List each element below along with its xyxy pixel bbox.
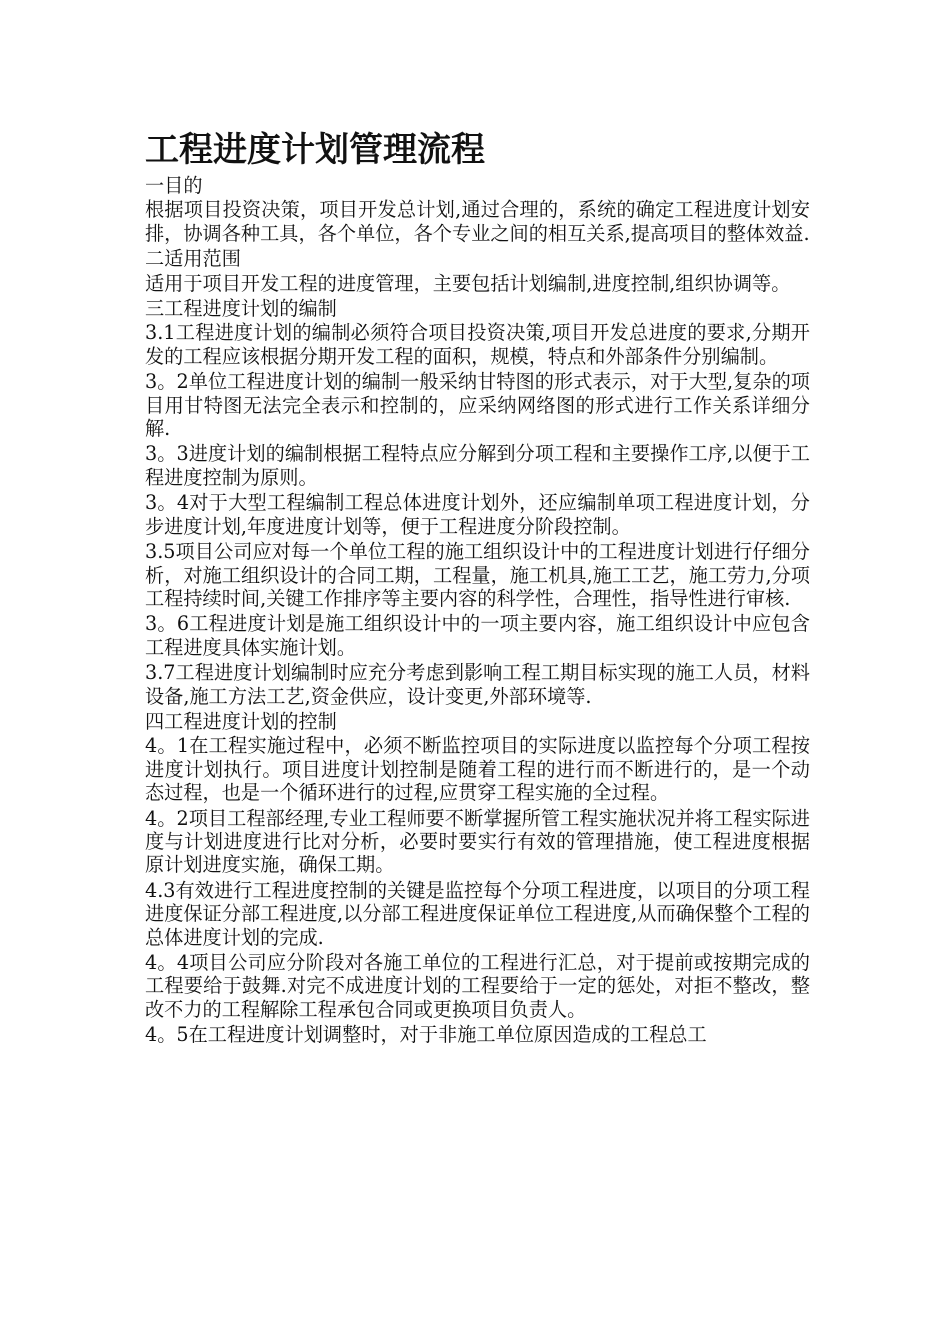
paragraph: 适用于项目开发工程的进度管理，主要包括计划编制,进度控制,组织协调等。 — [145, 271, 791, 295]
paragraph: 4。1在工程实施过程中，必须不断监控项目的实际进度以监控每个分项工程按进度计划执行。项目进度计划控制是随着工程的进行而不断进行的，是一个动态过程，也是一个循环进行的过程,应贯穿工程实施的全过程。 — [145, 734, 810, 805]
section-heading: 二适用范围 — [145, 247, 241, 271]
paragraph: 3.5项目公司应对每一个单位工程的施工组织设计中的工程进度计划进行仔细分析，对施工组织设计的合同工期，工程量，施工机具,施工工艺，施工劳力,分项工程持续时间,关键工作排序等主要内容的科学性，合理性，指导性进行审核. — [145, 540, 810, 610]
section-heading: 四工程进度计划的控制 — [145, 709, 337, 733]
section-heading: 三工程进度计划的编制 — [145, 297, 337, 321]
paragraph: 4.3有效进行工程进度控制的关键是监控每个分项工程进度，以项目的分项工程进度保证分部工程进度,以分部工程进度保证单位工程进度,从而确保整个工程的总体进度计划的完成. — [145, 878, 810, 949]
paragraph: 根据项目投资决策，项目开发总计划,通过合理的，系统的确定工程进度计划安排，协调各种工具，各个单位，各个专业之间的相互关系,提高项目的整体效益. — [145, 198, 810, 245]
paragraph: 4。5在工程进度计划调整时，对于非施工单位原因造成的工程总工 — [145, 1023, 707, 1047]
section-heading: 一目的 — [145, 174, 203, 197]
paragraph: 3。4对于大型工程编制工程总体进度计划外，还应编制单项工程进度计划，分步进度计划,年度进度计划等，便于工程进度分阶段控制。 — [145, 491, 810, 538]
paragraph: 3.7工程进度计划编制时应充分考虑到影响工程工期目标实现的施工人员，材料设备,施工方法工艺,资金供应，设计变更,外部环境等. — [145, 661, 810, 708]
paragraph: 4。4项目公司应分阶段对各施工单位的工程进行汇总，对于提前或按期完成的工程要给于鼓舞.对完不成进度计划的工程要给于一定的惩处，对拒不整改，整改不力的工程解除工程承包合同或更换项目负责人。 — [145, 951, 810, 1021]
paragraph: 3.1工程进度计划的编制必须符合项目投资决策,项目开发总进度的要求,分期开发的工程应该根据分期开发工程的面积，规模，特点和外部条件分别编制。 — [145, 321, 810, 368]
document-title: 工程进度计划管理流程 — [145, 130, 485, 170]
paragraph: 4。2项目工程部经理,专业工程师要不断掌握所管工程实施状况并将工程实际进度与计划进度进行比对分析，必要时要实行有效的管理措施，使工程进度根据原计划进度实施，确保工期。 — [145, 806, 810, 877]
document-body — [145, 174, 810, 1047]
paragraph: 3。6工程进度计划是施工组织设计中的一项主要内容，施工组织设计中应包含工程进度具体实施计划。 — [145, 612, 810, 659]
paragraph: 3。3进度计划的编制根据工程特点应分解到分项工程和主要操作工序,以便于工程进度控制为原则。 — [145, 442, 810, 489]
paragraph: 3。2单位工程进度计划的编制一般采纳甘特图的形式表示，对于大型,复杂的项目用甘特图无法完全表示和控制的，应采纳网络图的形式进行工作关系详细分解. — [145, 370, 810, 441]
document-page — [145, 128, 810, 1049]
